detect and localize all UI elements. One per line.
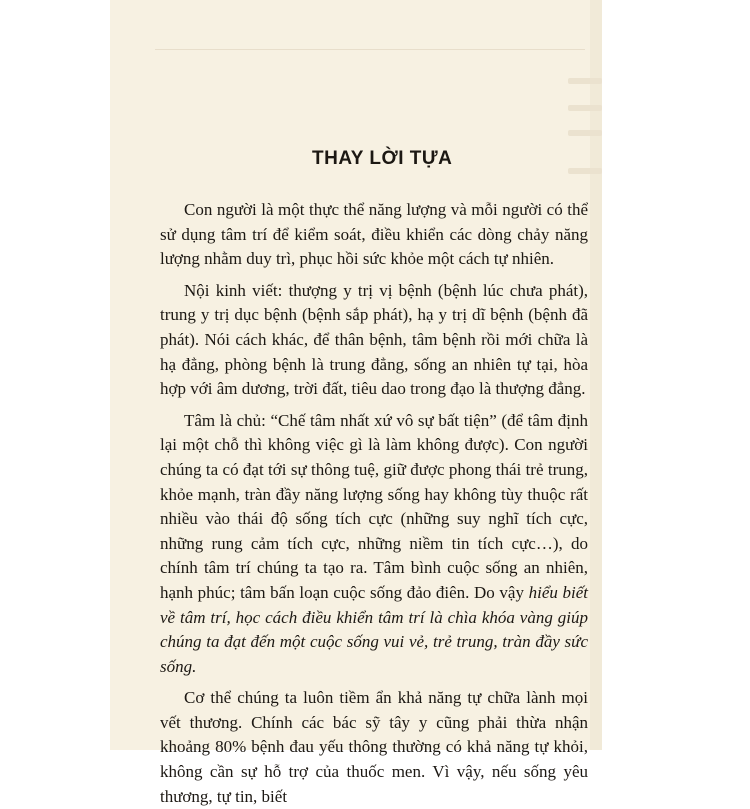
- show-through-mark: [568, 130, 602, 136]
- paragraph-2: Nội kinh viết: thượng y trị vị bệnh (bệnh lúc chưa phát), trung y trị dục bệnh (bệnh sắp phát), hạ y trị dĩ bệnh (bệnh đã phát). Nói cách khác, để thân bệnh, tâm bệnh rồi mới chữa là hạ đẳng, phòng bệnh là trung đẳng, sống an nhiên tự tại, hòa hợp với âm dương, trời đất, tiêu dao trong đạo là thượng đẳng.: [160, 280, 588, 399]
- paragraph-4: Cơ thể chúng ta luôn tiềm ẩn khả năng tự chữa lành mọi vết thương. Chính các bác sỹ tây y cũng phải thừa nhận khoảng 80% bệnh đau yếu thông thường có khả năng tự khỏi, không cần sự hỗ trợ của thuốc men. Vì vậy, nếu sống yêu thương, tự tin, biết: [160, 688, 588, 806]
- show-through-mark: [568, 168, 602, 174]
- paragraph-3-italic: hiểu biết về tâm trí, học cách điều khiển tâm trí là chìa khóa vàng giúp chúng ta đạt đến một cuộc sống vui vẻ, trẻ trung, tràn đầy sức sống.: [160, 582, 588, 676]
- body-text: [160, 198, 588, 809]
- show-through-mark: [568, 105, 602, 111]
- paragraph-3: [160, 409, 588, 680]
- paragraph-3-text: Tâm là chủ: “Chế tâm nhất xứ vô sự bất tiện” (để tâm định lại một chỗ thì không việc gì là làm không được). Con người chúng ta có đạt tới sự thông tuệ, giữ được phong thái trẻ trung, khỏe mạnh, tràn đầy năng lượng sống hay không tùy thuộc rất nhiều vào thái độ sống tích cực (những suy nghĩ tích cực, những rung cảm tích cực, những niềm tin tích cực…), do chính tâm trí chúng ta tạo ra. Tâm bình cuộc sống an nhiên, hạnh phúc; tâm bấn loạn cuộc sống đảo điên. Do vậy: [160, 410, 588, 602]
- show-through-header: [155, 35, 585, 50]
- paragraph-1: Con người là một thực thể năng lượng và mỗi người có thể sử dụng tâm trí để kiểm soát, điều khiển các dòng chảy năng lượng nhằm duy trì, phục hồi sức khỏe một cách tự nhiên.: [160, 200, 588, 269]
- page-edge: [590, 0, 602, 750]
- page-title: THAY LỜI TỰA: [312, 148, 453, 169]
- show-through-mark: [568, 78, 602, 84]
